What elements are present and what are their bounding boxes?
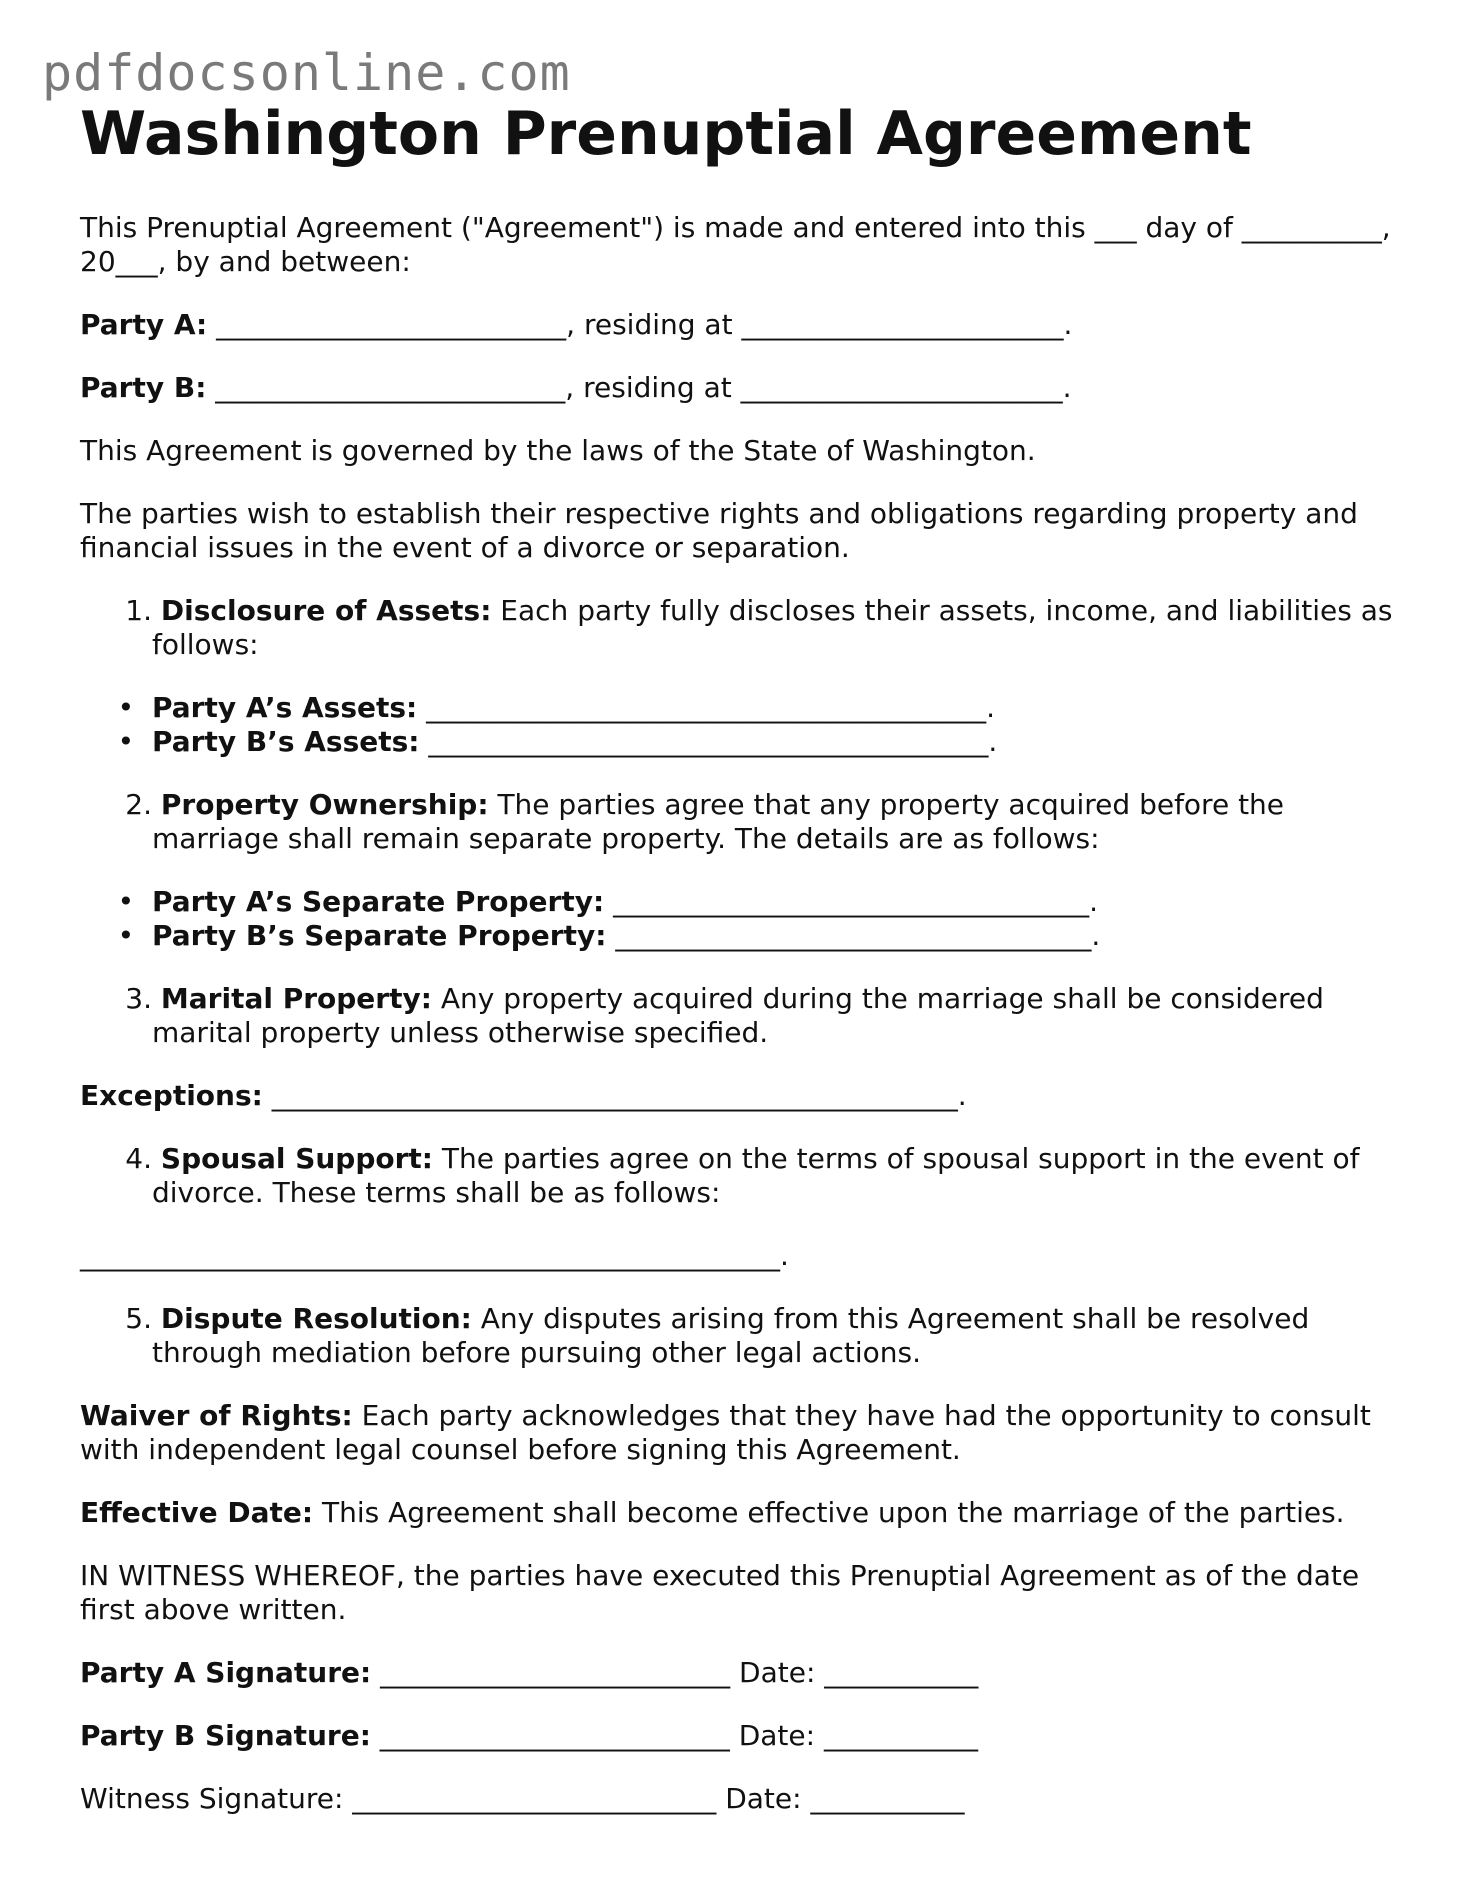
list-item: • Party B’s Assets: ________________________________________. <box>80 725 1400 759</box>
waiver-label: Waiver of Rights: <box>80 1399 353 1432</box>
section-text: Any disputes arising from this Agreement shall be resolved through mediation before pursuing other legal actions. <box>152 1302 1310 1369</box>
separate-property-list <box>80 885 1400 953</box>
section-3 <box>80 982 1400 1050</box>
party-b-blank: _________________________, residing at _______________________. <box>206 371 1072 404</box>
watermark: pdfdocsonline.com <box>42 44 571 102</box>
section-number: 4. <box>125 1142 152 1175</box>
governed-paragraph: This Agreement is governed by the laws of the State of Washington. <box>80 434 1036 467</box>
party-b-line <box>80 371 1400 405</box>
section-text: The parties agree that any property acquired before the marriage shall remain separate property. The details are as follows: <box>152 788 1285 855</box>
signature-label: Party B Signature: <box>80 1719 371 1752</box>
party-b-label: Party B: <box>80 371 207 404</box>
document-body <box>80 211 1400 1845</box>
list-item: • Party B’s Separate Property: __________________________________. <box>80 919 1400 953</box>
signature-line-party-a: Party A Signature: _________________________ Date: ___________ <box>80 1656 979 1689</box>
section-number: 3. <box>125 982 152 1015</box>
exceptions-blank: _________________________________________________. <box>262 1079 967 1112</box>
signature-line-witness: Witness Signature: __________________________ Date: ___________ <box>80 1782 965 1815</box>
section-1 <box>80 594 1400 662</box>
bullet-icon: • <box>117 691 152 724</box>
section-2 <box>80 788 1400 856</box>
bullet-icon: • <box>117 725 152 758</box>
section-heading: Disclosure of Assets: <box>160 594 492 627</box>
section-number: 1. <box>125 594 152 627</box>
section-heading: Marital Property: <box>160 982 432 1015</box>
section-text: The parties agree on the terms of spousal support in the event of divorce. These terms shall be as follows: <box>152 1142 1360 1209</box>
section-number: 2. <box>125 788 152 821</box>
party-a-line <box>80 308 1400 342</box>
spousal-support-blank: __________________________________________________. <box>80 1239 789 1272</box>
section-5 <box>80 1302 1400 1370</box>
exceptions-line <box>80 1079 1400 1113</box>
section-4 <box>80 1142 1400 1210</box>
party-a-label: Party A: <box>80 308 208 341</box>
document-title: Washington Prenuptial Agreement <box>80 99 1252 169</box>
signature-line-party-b: Party B Signature: _________________________ Date: ___________ <box>80 1719 978 1752</box>
effective-date-label: Effective Date: <box>80 1496 314 1529</box>
party-a-blank: _________________________, residing at _______________________. <box>207 308 1073 341</box>
section-text: Any property acquired during the marriage shall be considered marital property unless otherwise specified. <box>152 982 1324 1049</box>
witness-clause: IN WITNESS WHEREOF, the parties have executed this Prenuptial Agreement as of the date first above written. <box>80 1559 1360 1626</box>
exceptions-label: Exceptions: <box>80 1079 263 1112</box>
waiver-paragraph: Waiver of Rights: Each party acknowledges that they have had the opportunity to consult with independent legal counsel before signing this Agreement. <box>80 1399 1371 1466</box>
section-text: Each party fully discloses their assets, income, and liabilities as follows: <box>152 594 1393 661</box>
section-heading: Property Ownership: <box>160 788 489 821</box>
bullet-icon: • <box>117 885 152 918</box>
list-item: • Party A’s Separate Property: __________________________________. <box>80 885 1400 919</box>
bullet-icon: • <box>117 919 152 952</box>
purpose-paragraph: The parties wish to establish their respective rights and obligations regarding property and financial issues in the event of a divorce or separation. <box>80 497 1358 564</box>
section-number: 5. <box>125 1302 152 1335</box>
effective-date-paragraph: Effective Date: This Agreement shall become effective upon the marriage of the parties. <box>80 1496 1345 1529</box>
signature-label: Party A Signature: <box>80 1656 372 1689</box>
intro-paragraph: This Prenuptial Agreement ("Agreement") is made and entered into this ___ day of __________, 20___, by and between: <box>80 211 1391 278</box>
list-item: • Party A’s Assets: ________________________________________. <box>80 691 1400 725</box>
section-heading: Dispute Resolution: <box>160 1302 472 1335</box>
assets-list <box>80 691 1400 759</box>
section-heading: Spousal Support: <box>160 1142 434 1175</box>
